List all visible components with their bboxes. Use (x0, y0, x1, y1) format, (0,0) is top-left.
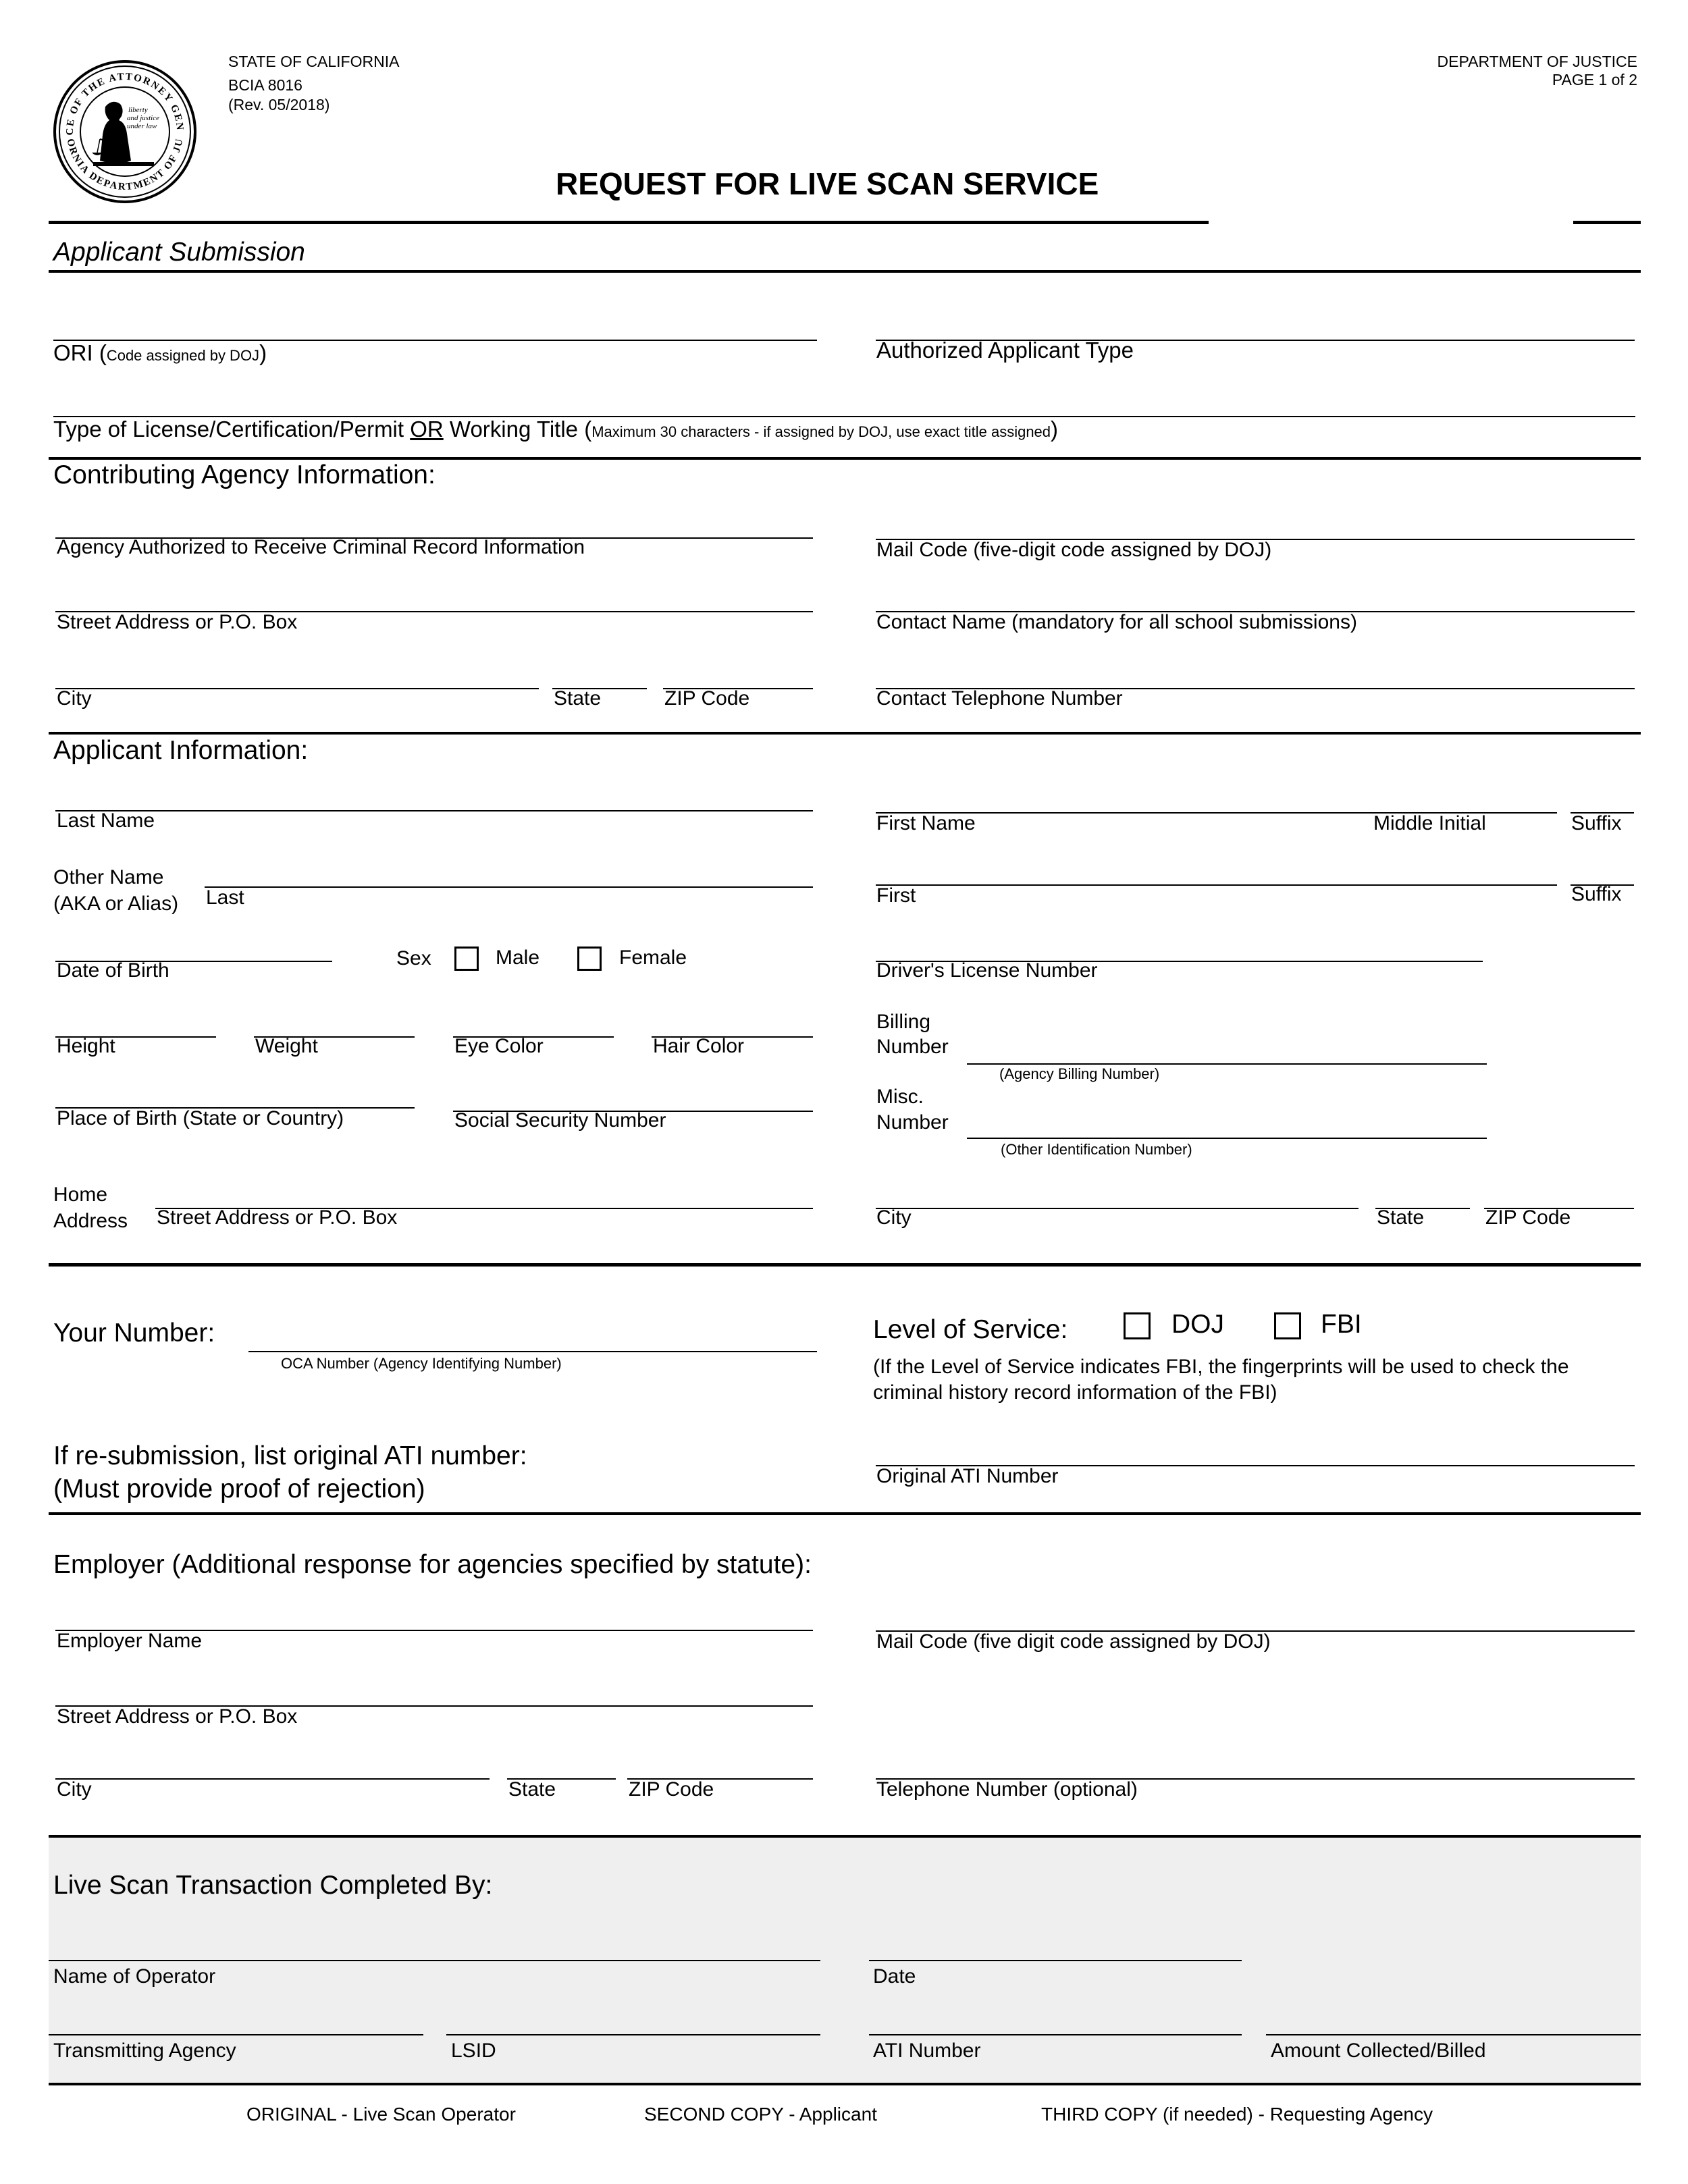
misc-number-note: (Other Identification Number) (1001, 1141, 1192, 1158)
svg-text:under law: under law (127, 122, 157, 130)
employer-phone-label: Telephone Number (optional) (876, 1778, 1138, 1801)
other-suffix-label: Suffix (1571, 883, 1622, 905)
operator-name-label: Name of Operator (53, 1965, 216, 1988)
authorized-type-label: Authorized Applicant Type (876, 338, 1134, 363)
last-name-label: Last Name (57, 809, 155, 832)
doj-seal (53, 59, 198, 205)
form-id: BCIA 8016 (228, 76, 302, 94)
sex-label: Sex (396, 947, 431, 969)
agency-street-label: Street Address or P.O. Box (57, 611, 298, 633)
billing-number-label-2: Number (876, 1036, 949, 1058)
copy-second: SECOND COPY - Applicant (644, 2104, 877, 2125)
misc-number-label-2: Number (876, 1111, 949, 1134)
other-first-label: First (876, 884, 916, 907)
your-number-label: Your Number: (53, 1319, 215, 1348)
operator-name-field[interactable] (49, 1960, 820, 1961)
employer-street-label: Street Address or P.O. Box (57, 1705, 298, 1728)
date-field[interactable] (869, 1960, 1242, 1961)
suffix-label: Suffix (1571, 812, 1622, 834)
agency-state-label: State (554, 687, 602, 710)
agency-name-label: Agency Authorized to Receive Criminal Record Information (57, 536, 585, 558)
divider (49, 270, 1641, 273)
agency-mail-code-label: Mail Code (five-digit code assigned by DOJ) (876, 539, 1272, 561)
other-first-name-field[interactable] (876, 884, 1557, 886)
contact-phone-label: Contact Telephone Number (876, 687, 1123, 710)
lsid-label: LSID (451, 2040, 496, 2062)
other-last-label: Last (206, 886, 244, 909)
misc-number-field[interactable] (967, 1138, 1487, 1139)
ssn-label: Social Security Number (454, 1109, 666, 1131)
eye-color-label: Eye Color (454, 1035, 544, 1057)
home-city-field[interactable] (876, 1208, 1359, 1209)
amount-field[interactable] (1266, 2034, 1641, 2035)
doj-checkbox[interactable] (1124, 1312, 1151, 1339)
transmitting-agency-field[interactable] (49, 2034, 423, 2035)
female-checkbox[interactable] (577, 947, 602, 971)
billing-number-field[interactable] (967, 1063, 1487, 1065)
transmitting-agency-label: Transmitting Agency (53, 2040, 236, 2062)
employer-state-label: State (508, 1778, 556, 1801)
divider (49, 1263, 1641, 1267)
billing-number-label: Billing (876, 1011, 931, 1033)
height-label: Height (57, 1035, 115, 1057)
copy-original: ORIGINAL - Live Scan Operator (246, 2104, 516, 2125)
section-contributing-agency: Contributing Agency Information: (53, 460, 436, 489)
copy-third: THIRD COPY (if needed) - Requesting Agency (1041, 2104, 1433, 2125)
divider (49, 1512, 1641, 1515)
level-note-line1: (If the Level of Service indicates FBI, the fingerprints will be used to check the (873, 1356, 1569, 1378)
title-rule-right (1573, 221, 1641, 224)
agency-zip-label: ZIP Code (664, 687, 750, 710)
divider (49, 2083, 1641, 2085)
contact-name-label: Contact Name (mandatory for all school submissions) (876, 611, 1357, 633)
original-ati-label: Original ATI Number (876, 1465, 1059, 1487)
employer-city-field[interactable] (55, 1778, 490, 1780)
male-checkbox[interactable] (454, 947, 479, 971)
fbi-checkbox[interactable] (1274, 1312, 1301, 1339)
divider (49, 1835, 1641, 1838)
agency-city-label: City (57, 687, 92, 710)
male-label: Male (496, 947, 540, 969)
home-address-label-2: Address (53, 1210, 128, 1232)
agency-city-field[interactable] (55, 688, 539, 689)
svg-text:CALIFORNIA DEPARTMENT OF JUSTI: ORNIA DEPARTMENT OF JU (64, 136, 186, 193)
oca-number-note: OCA Number (Agency Identifying Number) (281, 1355, 562, 1372)
weight-label: Weight (255, 1035, 318, 1057)
home-city-label: City (876, 1206, 912, 1229)
ati-number-field[interactable] (869, 2034, 1242, 2035)
svg-text:and justice: and justice (127, 114, 159, 122)
drivers-license-label: Driver's License Number (876, 959, 1098, 982)
ati-number-label: ATI Number (873, 2040, 981, 2062)
first-name-label: First Name (876, 812, 976, 834)
employer-zip-label: ZIP Code (629, 1778, 714, 1801)
home-zip-label: ZIP Code (1485, 1206, 1571, 1229)
license-title-label: Type of License/Certification/Permit OR Working Title (Maximum 30 characters - if assigned by DOJ, use exact title assigned) (53, 417, 1059, 442)
department-label: DEPARTMENT OF JUSTICE (1437, 53, 1637, 70)
date-label: Date (873, 1965, 916, 1988)
hair-color-label: Hair Color (653, 1035, 745, 1057)
resubmission-note: (Must provide proof of rejection) (53, 1474, 425, 1503)
home-address-label: Home (53, 1183, 108, 1206)
home-state-label: State (1377, 1206, 1425, 1229)
title-rule (49, 221, 1209, 224)
middle-initial-label: Middle Initial (1373, 812, 1486, 834)
home-street-label: Street Address or P.O. Box (157, 1206, 398, 1229)
section-applicant-information: Applicant Information: (53, 736, 309, 765)
ori-label: ORI (Code assigned by DOJ) (53, 340, 267, 365)
fbi-label: FBI (1321, 1310, 1362, 1339)
resubmission-label: If re-submission, list original ATI number: (53, 1441, 527, 1470)
other-last-name-field[interactable] (205, 886, 813, 888)
section-live-scan: Live Scan Transaction Completed By: (53, 1871, 493, 1900)
divider (49, 457, 1641, 460)
level-of-service-label: Level of Service: (873, 1315, 1068, 1344)
other-name-label: Other Name (53, 866, 164, 888)
employer-mail-code-label: Mail Code (five digit code assigned by DOJ) (876, 1630, 1271, 1653)
female-label: Female (619, 947, 687, 969)
form-revision: (Rev. 05/2018) (228, 96, 330, 113)
svg-text:OFFICE OF THE ATTORNEY GENERAL: CE OF THE ATTORNEY GEN (64, 71, 186, 136)
misc-number-label: Misc. (876, 1086, 924, 1108)
lsid-field[interactable] (446, 2034, 820, 2035)
billing-number-note: (Agency Billing Number) (999, 1065, 1160, 1082)
doj-label: DOJ (1171, 1310, 1224, 1339)
place-of-birth-label: Place of Birth (State or Country) (57, 1107, 344, 1129)
svg-text:liberty: liberty (128, 106, 148, 114)
employer-city-label: City (57, 1778, 92, 1801)
last-name-field[interactable] (55, 810, 813, 811)
page-number: PAGE 1 of 2 (1552, 71, 1637, 88)
other-name-aka-label: (AKA or Alias) (53, 893, 179, 915)
amount-label: Amount Collected/Billed (1271, 2040, 1486, 2062)
divider (49, 732, 1641, 735)
form-title: REQUEST FOR LIVE SCAN SERVICE (556, 166, 1099, 201)
section-applicant-submission: Applicant Submission (53, 238, 305, 267)
oca-number-field[interactable] (248, 1351, 817, 1352)
section-employer: Employer (Additional response for agencies specified by statute): (53, 1550, 812, 1579)
state-label: STATE OF CALIFORNIA (228, 53, 400, 70)
employer-name-label: Employer Name (57, 1630, 203, 1652)
dob-label: Date of Birth (57, 959, 169, 982)
level-note-line2: criminal history record information of the FBI) (873, 1381, 1277, 1404)
